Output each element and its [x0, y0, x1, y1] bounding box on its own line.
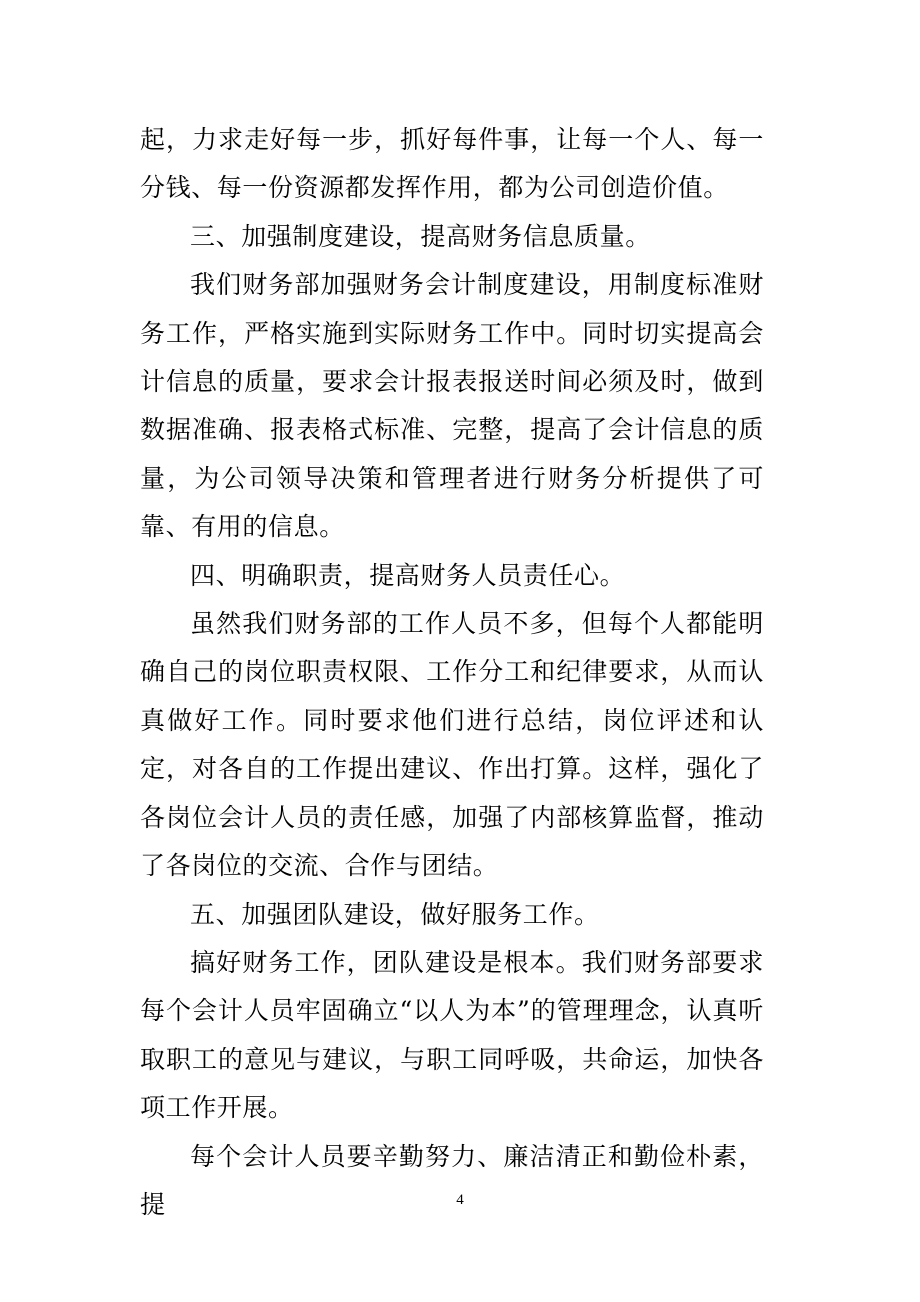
section-heading-five: 五、加强团队建设，做好服务工作。 [190, 899, 600, 929]
section-heading-four: 四、明确职责，提高财务人员责任心。 [190, 560, 626, 590]
section-heading-three: 三、加强制度建设，提高财务信息质量。 [190, 221, 651, 251]
paragraph-responsibilities: 虽然我们财务部的工作人员不多，但每个人都能明确自己的岗位职责权限、工作分工和纪律要求，从而认真做好工作。同时要求他们进行总结，岗位评述和认定，对各自的工作提出建议、作出打算。这样，强化了各岗位会计人员的责任感，加强了内部核算监督，推动了各岗位的交流、合作与团结。 [140, 609, 764, 881]
document-body [140, 116, 764, 1229]
page-number: 4 [456, 1192, 464, 1208]
paragraph-continuation: 起，力求走好每一步，抓好每件事，让每一个人、每一分钱、每一份资源都发挥作用，都为公司创造价值。 [140, 125, 764, 203]
paragraph-accountant-conduct: 每个会计人员要辛勤努力、廉洁清正和勤俭朴素，提 [140, 1141, 764, 1219]
paragraph-team-building: 搞好财务工作，团队建设是根本。我们财务部要求每个会计人员牢固确立“以人为本”的管理理念，认真听取职工的意见与建议，与职工同呼吸，共命运，加快各项工作开展。 [140, 947, 764, 1123]
paragraph-system-building: 我们财务部加强财务会计制度建设，用制度标准财务工作，严格实施到实际财务工作中。同时切实提高会计信息的质量，要求会计报表报送时间必须及时，做到数据准确、报表格式标准、完整，提高了会计信息的质量，为公司领导决策和管理者进行财务分析提供了可靠、有用的信息。 [140, 270, 764, 542]
